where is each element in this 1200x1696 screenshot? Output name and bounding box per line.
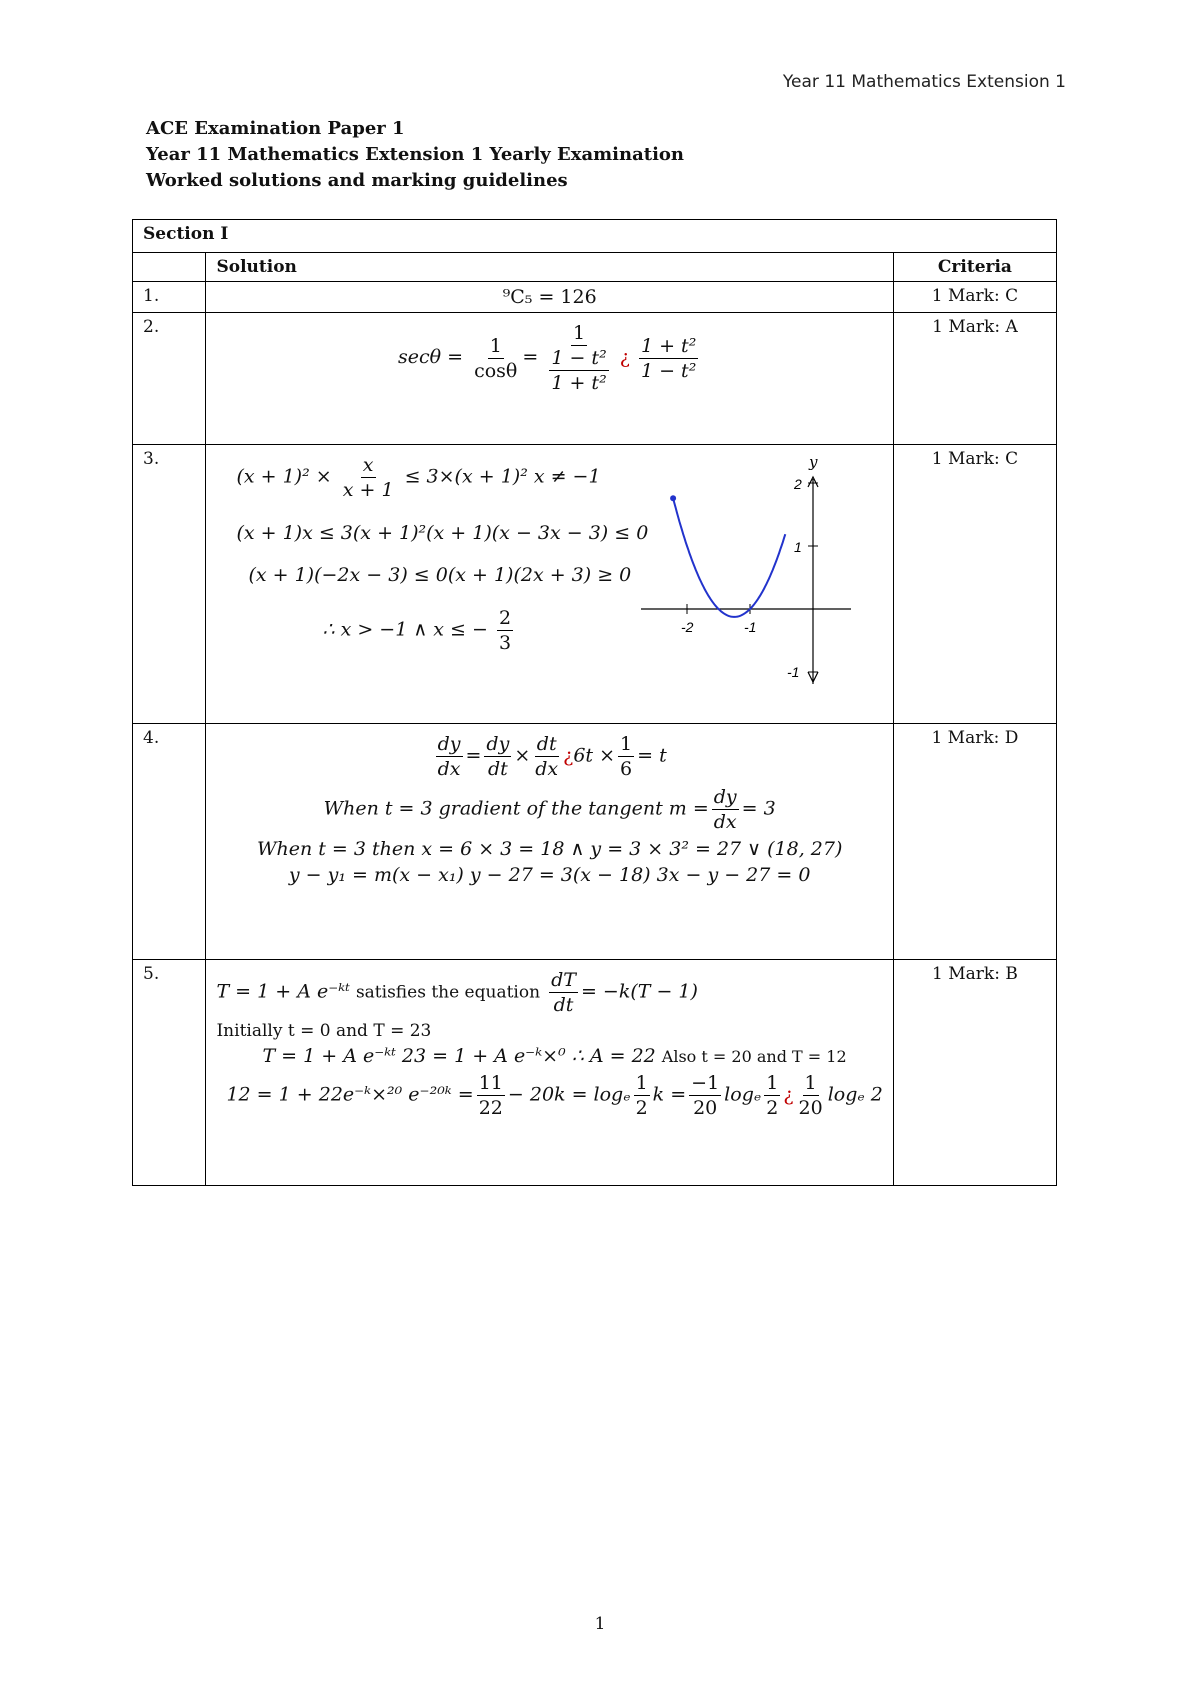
q5-solution: T = 1 + A e⁻ᵏᵗ satisfies the equation $\frac{dT}{dt}$ = −k(T − 1) Initially t = 0 and T = 23 T = 1 + A e⁻ᵏᵗ 23 = 1 + A e⁻ᵏ×⁰ ∴ A = 22 Also t = 20 and T = 12 12 = 1 + 22e⁻ᵏ×²⁰ e⁻²⁰ᵏ = $\frac{11}{22}$ − 20k = logₑ $\frac{1}{2}$ k = $\frac{-1}{20}$ logₑ $\frac{1}{2}$ ¿ $\frac{1}{20}$ logₑ 2: [206, 960, 893, 1186]
q3-solution: (x + 1)² × $\frac{x}{x + 1}$ ≤ 3×(x + 1)² x ≠ −1 (x + 1)x ≤ 3(x + 1)²(x + 1)(x − 3x − 3) ≤ 0 (x + 1)(−2x − 3) ≤ 0(x + 1)(2x + 3) ≥ 0 ∴ x > −1 ∧ x ≤ − $\frac{2}{3}$ y -2 -1 2 1 -1: [206, 445, 893, 724]
x-tick-label: -1: [744, 619, 757, 635]
y-tick-label: -1: [787, 664, 800, 680]
criteria-cell: 1 Mark: C: [893, 445, 1056, 724]
q4-line3: When t = 3 then x = 6 × 3 = 18 ∧ y = 3 × 3² = 27 ∨ (18, 27): [256, 838, 843, 860]
q5-initial: Initially t = 0 and T = 23: [216, 1021, 432, 1041]
criteria-header: Criteria: [893, 253, 1056, 282]
x-tick-label: -2: [681, 619, 694, 635]
curve-endpoint: [671, 495, 677, 501]
y-tick-label: 2: [794, 476, 803, 492]
question-number: 2.: [133, 313, 206, 445]
section-heading: Section I: [133, 220, 1057, 253]
y-axis-label: y: [809, 459, 818, 471]
solution-header: Solution: [206, 253, 893, 282]
table-row: [133, 313, 1057, 445]
rendering-error-glyph: ¿: [619, 346, 630, 368]
solutions-table: [132, 219, 1057, 1186]
parabola-curve: [674, 498, 786, 617]
table-row: [133, 960, 1057, 1186]
paper-title: ACE Examination Paper 1: [146, 118, 405, 139]
fraction: $\frac{1}{\frac{\text{1 − t²}}{\text{1 + t²}}}$: [551, 322, 607, 394]
q4-solution: $\frac{dy}{dx}$ = $\frac{dy}{dt}$ × $\frac{dt}{dx}$ ¿6t × $\frac{1}{6}$ = t When t = 3 gradient of the tangent m = $\frac{dy}{dx}$ = 3 When t = 3 then x = 6 × 3 = 18 ∧ y = 3 × 3² = 27 ∨ (18, 27) y − y₁ = m(x − x₁) y − 27 = 3(x − 18) 3x − y − 27 = 0: [206, 724, 893, 960]
fraction: $\frac{1}{\cos\theta}$: [474, 334, 518, 382]
y-tick-label: 1: [794, 539, 803, 555]
fraction: $\frac{2}{3}$: [499, 607, 512, 654]
fraction: $\frac{\text{1 + t²}}{\text{1 − t²}}$: [640, 334, 697, 382]
rendering-error-glyph: ¿: [783, 1083, 794, 1106]
criteria-cell: 1 Mark: A: [893, 313, 1056, 445]
rendering-error-glyph: ¿: [563, 744, 574, 767]
blank-header-cell: [133, 253, 206, 282]
criteria-cell: 1 Mark: B: [893, 960, 1056, 1186]
q2-solution: secθ = $\frac{1}{\cos\theta}$ = $\frac{1}{\frac{\text{1 − t²}}{\text{1 + t²}}}$ ¿ $\frac{\text{1 + t²}}{\text{1 − t²}}$: [206, 313, 893, 445]
table-row: [133, 724, 1057, 960]
q2-lhs: secθ =: [398, 346, 464, 368]
question-number: 4.: [133, 724, 206, 960]
criteria-cell: 1 Mark: D: [893, 724, 1056, 960]
question-number: 1.: [133, 282, 206, 313]
fraction: $\frac{x}{x + 1}$: [342, 454, 394, 501]
subtitle: Worked solutions and marking guidelines: [146, 170, 568, 191]
q4-line4: y − y₁ = m(x − x₁) y − 27 = 3(x − 18) 3x − y − 27 = 0: [288, 864, 811, 886]
table-row: [133, 445, 1057, 724]
q1-equation: ⁹C₅ = 126: [502, 286, 597, 308]
running-header: Year 11 Mathematics Extension 1: [782, 72, 1066, 92]
question-number: 3.: [133, 445, 206, 724]
page-number: 1: [594, 1614, 606, 1634]
parabola-graph: [641, 459, 861, 699]
title-block: [146, 116, 684, 194]
q1-solution: [206, 282, 893, 313]
question-number: 5.: [133, 960, 206, 1186]
exam-title: Year 11 Mathematics Extension 1 Yearly Examination: [146, 144, 684, 165]
criteria-cell: 1 Mark: C: [893, 282, 1056, 313]
table-row: [133, 282, 1057, 313]
